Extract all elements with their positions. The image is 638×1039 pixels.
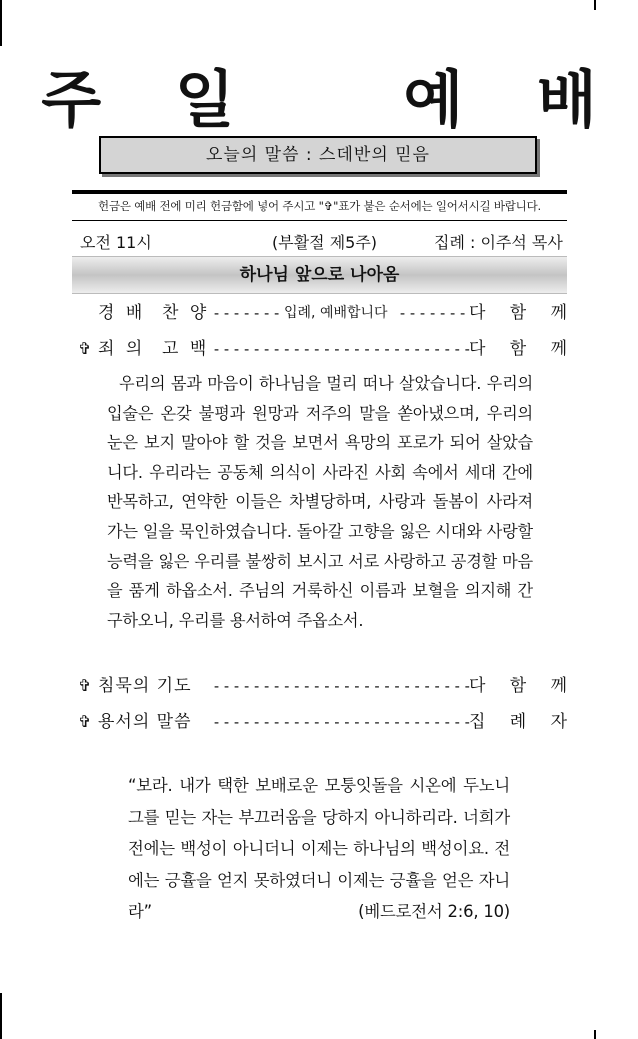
leader-char: 함 [509, 339, 527, 359]
crop-mark-bottom-left [0, 993, 2, 1039]
scripture-text: “보라. 내가 택한 보배로운 모퉁잇돌을 시온에 두노니 그를 믿는 자는 부끄러움을 당하지 아니하리라. 너희가 전에는 백성이 아니더니 이제는 하나님의 백성이요. 전에는 긍휼을 얻지 못하였더니 이제는 긍휼을 얻은 자니라” [128, 776, 510, 922]
order-item-name: 침묵의 기도 [98, 676, 192, 696]
crop-mark-top-left [0, 0, 2, 46]
crop-mark-bottom-right [594, 1030, 596, 1039]
leader-char: 다 [469, 339, 486, 359]
dash-leader: -------------------------- [212, 677, 473, 695]
order-item-leader [469, 300, 567, 326]
scripture-reference: (베드로전서 2:6, 10) [358, 902, 510, 922]
cross-icon: ✞ [78, 676, 92, 695]
confession-text [107, 369, 533, 635]
service-time: 오전 11시 [80, 233, 152, 252]
leader-char: 자 [550, 712, 567, 732]
dash-leader: ------- [212, 304, 283, 322]
dash-leader: -------------------------- [212, 713, 473, 731]
leader-char: 께 [550, 339, 567, 359]
cross-icon: ✞ [78, 339, 92, 358]
order-item-name: 경 배 찬 양 [98, 303, 210, 323]
order-item-absolution [72, 709, 567, 735]
scripture-quote [128, 770, 510, 928]
order-item-silent-prayer [72, 673, 567, 699]
section-title: 하나님 앞으로 나아옴 [239, 265, 400, 285]
leader-char: 께 [550, 676, 567, 696]
officiant: 집례 : 이주석 목사 [434, 233, 563, 252]
leader-char: 께 [550, 303, 567, 323]
liturgical-season: (부활절 제5주) [272, 233, 378, 252]
leader-char: 함 [509, 676, 527, 696]
leader-char: 집 [469, 712, 486, 732]
cross-icon: ✞ [78, 712, 92, 731]
order-item-leader [469, 336, 567, 362]
leader-char: 함 [509, 303, 527, 323]
leader-char: 례 [509, 712, 527, 732]
divider-thin [72, 220, 567, 221]
offering-notice: 헌금은 예배 전에 미리 헌금함에 넣어 주시고 "✞"표가 붙은 순서에는 일어서시길 바랍니다. [98, 199, 541, 213]
leader-char: 다 [469, 303, 486, 323]
sermon-title-box: 오늘의 말씀 : 스데반의 믿음 [99, 136, 537, 174]
crop-mark-top-right [594, 0, 596, 10]
order-item-name: 용서의 말씀 [98, 712, 192, 732]
dash-leader: -------------------------- [212, 340, 473, 358]
confession-body: 우리의 몸과 마음이 하나님을 멀리 떠나 살았습니다. 우리의 입술은 온갖 불평과 원망과 저주의 말을 쏟아냈으며, 우리의 눈은 보지 말아야 할 것을 보면서 욕망의 포로가 되어 살았습니다. 우리라는 공동체 의식이 사라진 사회 속에서 세대 간에 반목하고, 연약한 이들은 차별당하며, 사랑과 돌봄이 사라져 가는 일을 묵인하였습니다. 돌아갈 고향을 잃은 시대와 사랑할 능력을 잃은 우리를 불쌍히 보시고 서로 사랑하고 공경할 마음을 품게 하옵소서. 주님의 거룩하신 이름과 보혈을 의지해 간구하오니, 우리를 용서하여 주옵소서. [107, 374, 533, 630]
order-item-leader [469, 709, 567, 735]
section-header [72, 256, 567, 294]
praise-song-title: 입례, 예배합니다 [284, 305, 388, 321]
divider-thick [72, 190, 567, 194]
order-item-confession [72, 336, 567, 362]
page-title: 주 일 예 배 [41, 63, 623, 136]
order-item-leader [469, 673, 567, 699]
order-item-praise [72, 300, 567, 326]
leader-char: 다 [469, 676, 486, 696]
order-item-name: 죄 의 고 백 [98, 339, 210, 359]
dash-leader: ------- [398, 304, 469, 322]
